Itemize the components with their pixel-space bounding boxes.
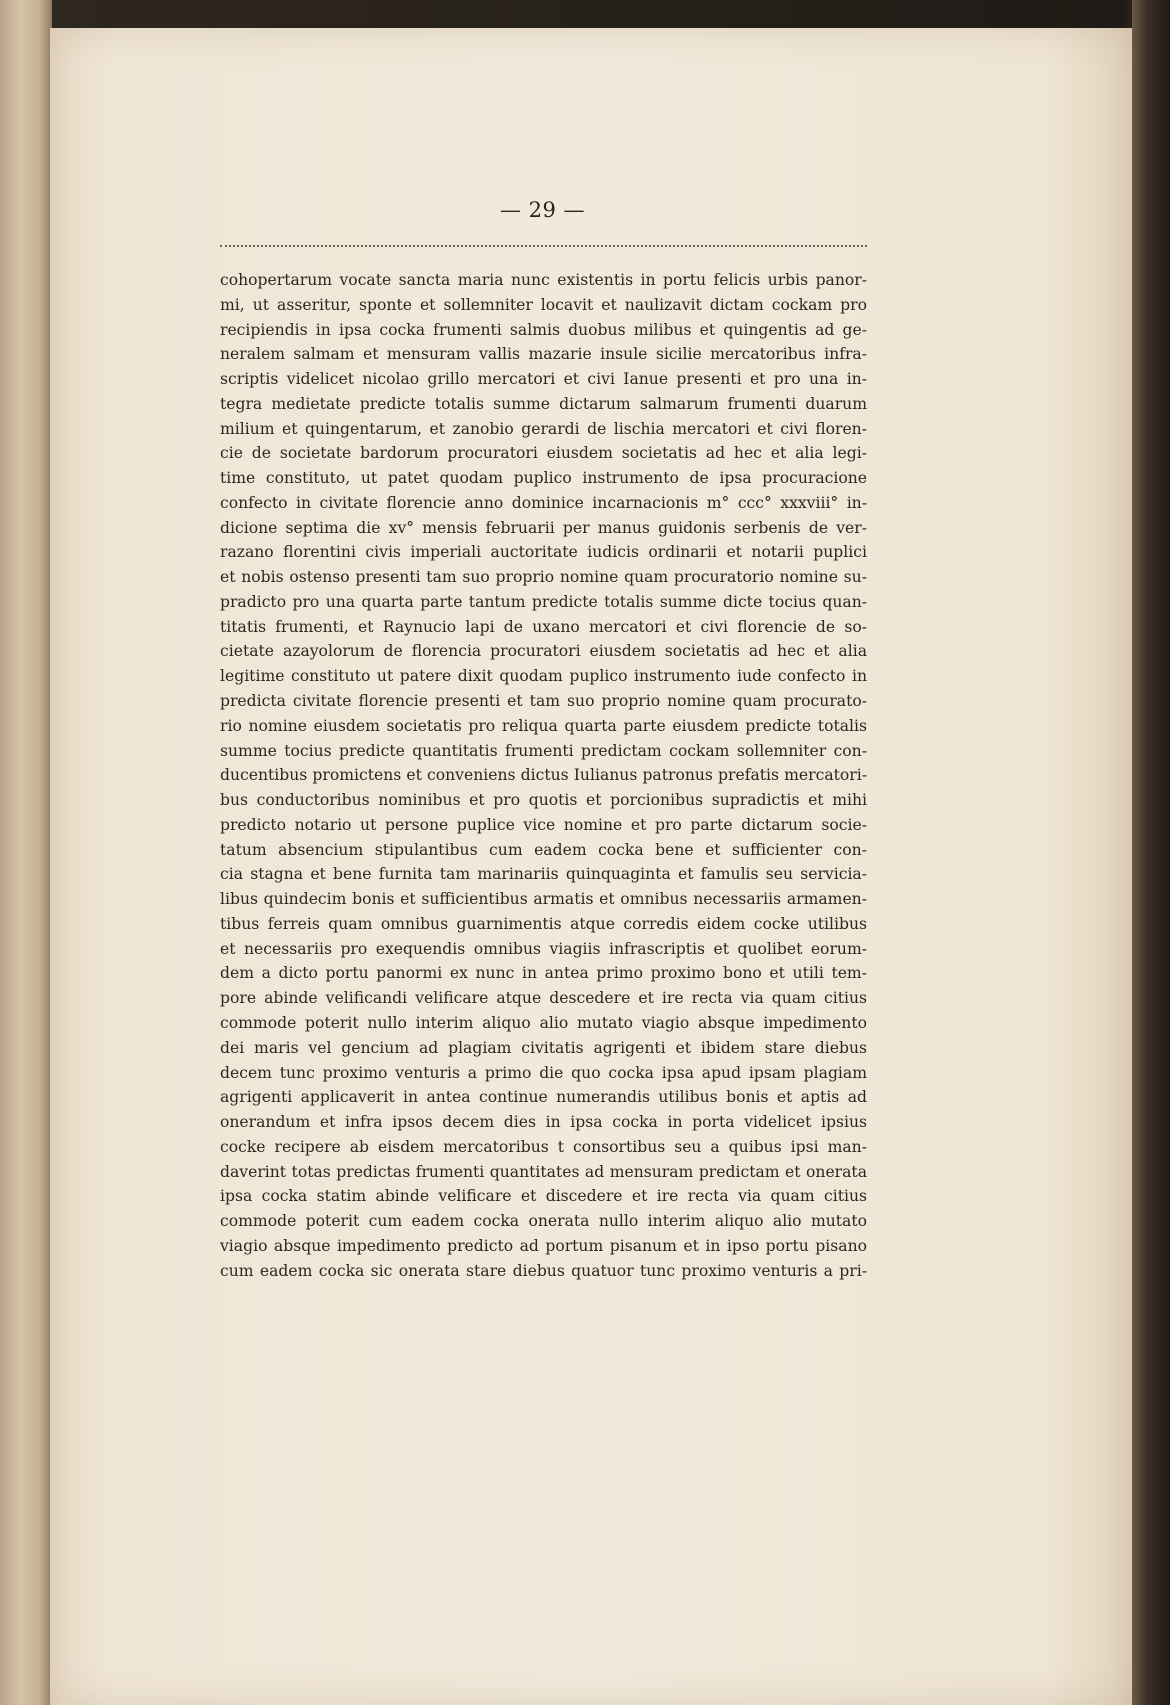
text-line: time constituto, ut patet quodam puplico instrumento de ipsa procuracione [220, 469, 867, 488]
text-line: neralem salmam et mensuram vallis mazarie insule sicilie mercatoribus infra- [220, 345, 867, 364]
text-line: tatum absencium stipulantibus cum eadem cocka bene et sufficienter con- [220, 840, 867, 859]
text-line: recipiendis in ipsa cocka frumenti salmis duobus milibus et quingentis ad ge- [220, 320, 867, 339]
text-line: dicione septima die xv° mensis februarii per manus guidonis serbenis de ver- [220, 518, 867, 537]
text-line: commode poterit cum eadem cocka onerata nullo interim aliquo alio mutato [220, 1212, 867, 1231]
text-line: commode poterit nullo interim aliquo alio mutato viagio absque impedimento [220, 1013, 867, 1032]
text-line: milium et quingentarum, et zanobio gerardi de lischia mercatori et civi floren- [220, 419, 867, 438]
text-line: titatis frumenti, et Raynucio lapi de uxano mercatori et civi florencie de so- [220, 617, 867, 636]
text-line: predicto notario ut persone puplice vice nomine et pro parte dictarum socie- [220, 815, 867, 834]
text-line: et necessariis pro exequendis omnibus viagiis infrascriptis et quolibet eorum- [220, 939, 867, 958]
text-line: cia stagna et bene furnita tam marinariis quinquaginta et famulis seu servicia- [220, 865, 867, 884]
text-line: scriptis videlicet nicolao grillo mercatori et civi Ianue presenti et pro una in- [220, 370, 867, 389]
text-line: et nobis ostenso presenti tam suo proprio nomine quam procuratorio nomine su- [220, 568, 867, 587]
text-line: agrigenti applicaverit in antea continue numerandis utilibus bonis et aptis ad [220, 1088, 867, 1107]
text-line: dem a dicto portu panormi ex nunc in antea primo proximo bono et utili tem- [220, 964, 867, 983]
text-line: confecto in civitate florencie anno dominice incarnacionis m° ccc° xxxviii° in- [220, 493, 867, 512]
header-rule [220, 245, 867, 247]
text-line: pore abinde velificandi velificare atque descedere et ire recta via quam citius [220, 989, 867, 1008]
text-line: razano florentini civis imperiali auctoritate iudicis ordinarii et notarii puplici [220, 543, 867, 562]
text-line: cohopertarum vocate sancta maria nunc existentis in portu felicis urbis panor- [220, 271, 867, 289]
text-line: bus conductoribus nominibus et pro quotis et porcionibus supradictis et mihi [220, 791, 867, 810]
text-line: libus quindecim bonis et sufficientibus armatis et omnibus necessariis armamen- [220, 890, 867, 909]
text-line: summe tocius predicte quantitatis frumenti predictam cockam sollemniter con- [220, 741, 867, 760]
text-line: onerandum et infra ipsos decem dies in ipsa cocka in porta videlicet ipsius [220, 1113, 867, 1132]
text-line: tegra medietate predicte totalis summe dictarum salmarum frumenti duarum [220, 394, 867, 413]
text-line: cie de societate bardorum procuratori eiusdem societatis ad hec et alia legi- [220, 444, 867, 463]
text-line: daverint totas predictas frumenti quantitates ad mensuram predictam et onerata [220, 1162, 867, 1181]
text-line: ipsa cocka statim abinde velificare et discedere et ire recta via quam citius [220, 1187, 867, 1206]
body-text [220, 268, 867, 1283]
text-line: mi, ut asseritur, sponte et sollemniter locavit et naulizavit dictam cockam pro [220, 295, 867, 314]
text-line: tibus ferreis quam omnibus guarnimentis atque corredis eidem cocke utilibus [220, 914, 867, 933]
text-line: dei maris vel gencium ad plagiam civitatis agrigenti et ibidem stare diebus [220, 1038, 867, 1057]
text-line: ducentibus promictens et conveniens dictus Iulianus patronus prefatis mercatori- [220, 766, 867, 785]
text-line: viagio absque impedimento predicto ad portum pisanum et in ipso portu pisano [220, 1236, 867, 1255]
text-line: cietate azayolorum de florencia procuratori eiusdem societatis ad hec et alia [220, 642, 867, 661]
text-line: cum eadem cocka sic onerata stare diebus quatuor tunc proximo venturis a pri- [220, 1261, 867, 1280]
text-line: decem tunc proximo venturis a primo die quo cocka ipsa apud ipsam plagiam [220, 1063, 867, 1082]
text-line: pradicto pro una quarta parte tantum predicte totalis summe dicte tocius quan- [220, 592, 867, 611]
text-line: cocke recipere ab eisdem mercatoribus t consortibus seu a quibus ipsi man- [220, 1137, 867, 1156]
book-edge-shadow [1132, 0, 1170, 1705]
facing-page-edge [0, 0, 52, 1705]
text-line: predicta civitate florencie presenti et tam suo proprio nomine quam procurato- [220, 692, 867, 711]
text-line: rio nomine eiusdem societatis pro reliqua quarta parte eiusdem predicte totalis [220, 716, 867, 735]
page-number: — 29 — [499, 198, 586, 222]
text-line: legitime constituto ut patere dixit quodam puplico instrumento iude confecto in [220, 667, 867, 686]
